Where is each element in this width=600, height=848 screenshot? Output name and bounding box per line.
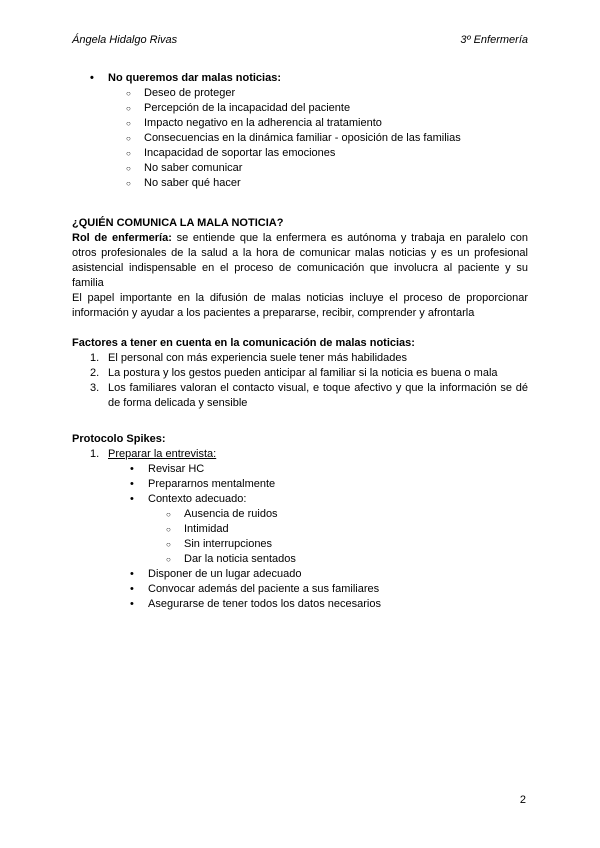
- circle-marker: ○: [126, 149, 131, 158]
- role-paragraph: [72, 231, 528, 291]
- item-number: 1.: [90, 352, 100, 364]
- role-label: Rol de enfermería:: [72, 232, 172, 244]
- spikes-item: Disponer de un lugar adecuado: [148, 568, 302, 580]
- circle-marker: ○: [166, 540, 171, 549]
- header-author: Ángela Hidalgo Rivas: [72, 34, 178, 46]
- factors-list: [72, 351, 528, 411]
- spikes-item: Convocar además del paciente a sus familiares: [148, 583, 380, 595]
- reason-item: Deseo de proteger: [144, 87, 236, 99]
- reasons-title: No queremos dar malas noticias:: [108, 72, 281, 84]
- circle-marker: ○: [126, 119, 131, 128]
- list-item: [72, 537, 528, 552]
- list-item: [72, 447, 528, 462]
- papel-paragraph: El papel importante en la difusión de malas noticias incluye el proceso de proporcionar información y ayudar a los pacientes a prepararse, recibir, comprender y afrontarla: [72, 292, 528, 319]
- context-item: Ausencia de ruidos: [184, 508, 278, 520]
- spikes-item: Revisar HC: [148, 463, 205, 475]
- circle-marker: ○: [166, 555, 171, 564]
- spikes-step-title: Preparar la entrevista:: [108, 448, 217, 460]
- spikes-item: Prepararnos mentalmente: [148, 478, 276, 490]
- item-number: 3.: [90, 382, 100, 394]
- list-item: [72, 507, 528, 522]
- reason-item: No saber comunicar: [144, 162, 243, 174]
- spikes-list: [72, 447, 528, 612]
- item-number: 1.: [90, 448, 100, 460]
- section-heading-who: ¿QUIÉN COMUNICA LA MALA NOTICIA?: [72, 217, 284, 229]
- list-item: [72, 71, 528, 86]
- circle-marker: ○: [166, 525, 171, 534]
- circle-marker: ○: [126, 104, 131, 113]
- reason-item: Percepción de la incapacidad del paciente: [144, 102, 351, 114]
- header-course: 3º Enfermería: [460, 34, 528, 46]
- bullet-marker: •: [90, 72, 94, 84]
- section-heading-factors: Factores a tener en cuenta en la comunicación de malas noticias:: [72, 337, 415, 349]
- list-item: [72, 116, 528, 131]
- list-item: [72, 86, 528, 101]
- factor-item: Los familiares valoran el contacto visual, e toque afectivo y que la información se dé de forma delicada y sensible: [108, 382, 528, 409]
- bullet-marker: •: [130, 583, 134, 595]
- list-item: [72, 161, 528, 176]
- reason-item: Consecuencias en la dinámica familiar - oposición de las familias: [144, 132, 461, 144]
- role-text: se entiende que la enfermera es autónoma y trabaja en paralelo con otros profesionales de la salud a la hora de comunicar malas noticias y es un profesional asistencial indispensable en el proceso de comunicación que involucra al paciente y su familia: [72, 232, 528, 289]
- context-item: Intimidad: [184, 523, 229, 535]
- bullet-marker: •: [130, 493, 134, 505]
- circle-marker: ○: [126, 164, 131, 173]
- circle-marker: ○: [166, 510, 171, 519]
- reasons-section: [72, 71, 528, 191]
- circle-marker: ○: [126, 89, 131, 98]
- list-item: [72, 522, 528, 537]
- circle-marker: ○: [126, 179, 131, 188]
- bullet-marker: •: [130, 478, 134, 490]
- section-heading-spikes: Protocolo Spikes:: [72, 433, 166, 445]
- reason-item: Impacto negativo en la adherencia al tratamiento: [144, 117, 382, 129]
- bullet-marker: •: [130, 568, 134, 580]
- circle-marker: ○: [126, 134, 131, 143]
- list-item: [72, 101, 528, 116]
- list-item: [72, 567, 528, 582]
- item-number: 2.: [90, 367, 100, 379]
- list-item: [72, 462, 528, 477]
- list-item: [72, 597, 528, 612]
- list-item: [72, 131, 528, 146]
- list-item: [72, 366, 528, 381]
- list-item: [72, 477, 528, 492]
- list-item: [72, 552, 528, 567]
- bullet-marker: •: [130, 598, 134, 610]
- list-item: [72, 176, 528, 191]
- bullet-marker: •: [130, 463, 134, 475]
- list-item: [72, 351, 528, 366]
- page-number: 2: [519, 794, 526, 806]
- reason-item: Incapacidad de soportar las emociones: [144, 147, 336, 159]
- spikes-item: Asegurarse de tener todos los datos necesarios: [148, 598, 381, 610]
- list-item: [72, 146, 528, 161]
- factor-item: El personal con más experiencia suele tener más habilidades: [108, 352, 408, 364]
- reason-item: No saber qué hacer: [144, 177, 241, 189]
- list-item: [72, 381, 528, 411]
- list-item: [72, 492, 528, 507]
- context-item: Sin interrupciones: [184, 538, 273, 550]
- page-header: [72, 33, 528, 48]
- context-item: Dar la noticia sentados: [184, 553, 296, 565]
- factor-item: La postura y los gestos pueden anticipar al familiar si la noticia es buena o mala: [108, 367, 498, 379]
- spikes-item: Contexto adecuado:: [148, 493, 247, 505]
- list-item: [72, 582, 528, 597]
